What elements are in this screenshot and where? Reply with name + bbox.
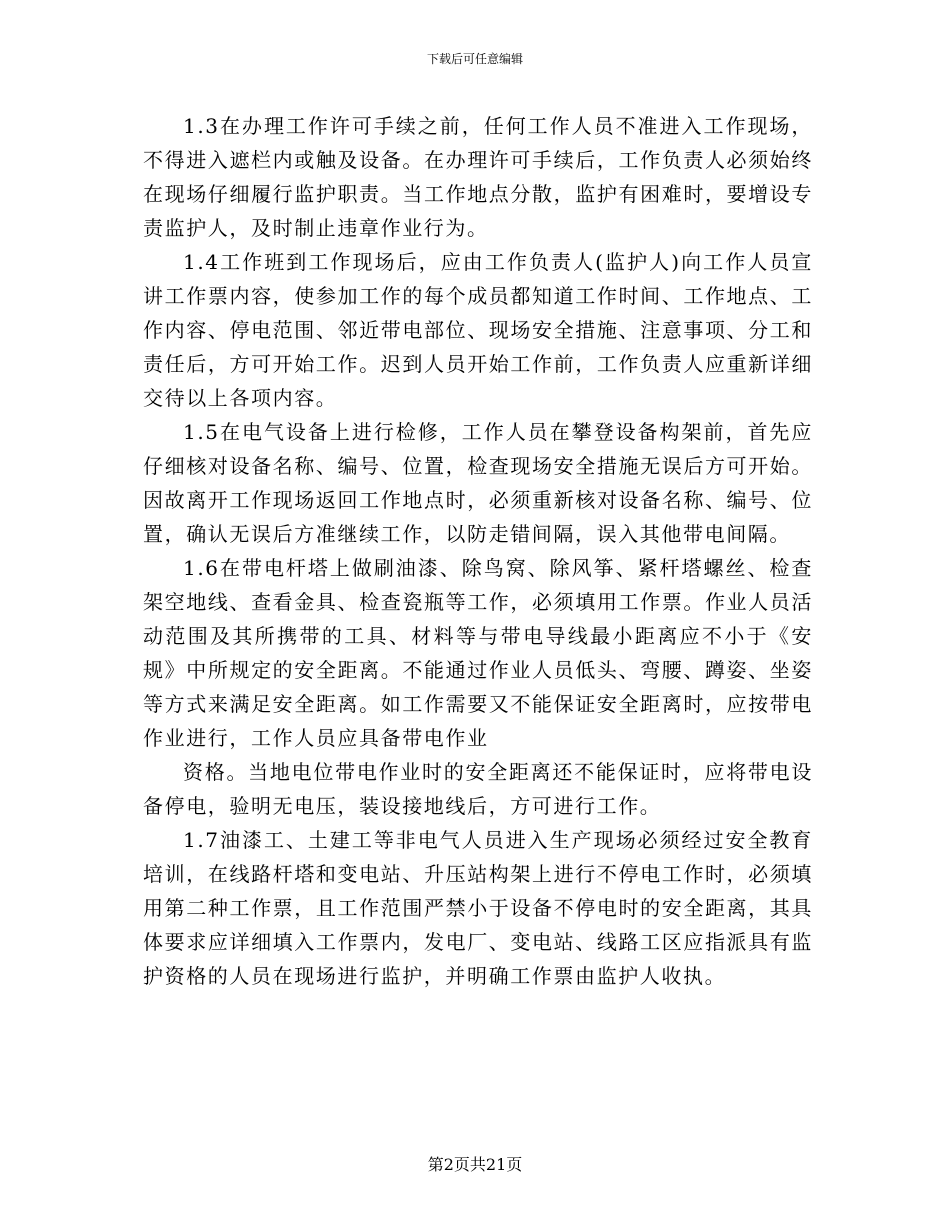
document-body xyxy=(143,109,813,993)
paragraph-1-7: 1.7油漆工、土建工等非电气人员进入生产现场必须经过安全教育培训，在线路杆塔和变电站、升压站构架上进行不停电工作时，必须填用第二种工作票，且工作范围严禁小于设备不停电时的安全距离，其具体要求应详细填入工作票内，发电厂、变电站、线路工区应指派具有监护资格的人员在现场进行监护，并明确工作票由监护人收执。 xyxy=(143,828,813,988)
paragraph-1-3: 1.3在办理工作许可手续之前，任何工作人员不准进入工作现场，不得进入遮栏内或触及设备。在办理许可手续后，工作负责人必须始终在现场仔细履行监护职责。当工作地点分散，监护有困难时，要增设专责监护人，及时制止违章作业行为。 xyxy=(143,114,813,240)
page-number: 第2页共21页 xyxy=(427,1155,523,1174)
paragraph-1-6-continued: 资格。当地电位带电作业时的安全距离还不能保证时，应将带电设备停电，验明无电压，装设接地线后，方可进行工作。 xyxy=(143,760,813,818)
paragraph-1-4: 1.4工作班到工作现场后，应由工作负责人(监护人)向工作人员宣讲工作票内容，使参加工作的每个成员都知道工作时间、工作地点、工作内容、停电范围、邻近带电部位、现场安全措施、注意事项、分工和责任后，方可开始工作。迟到人员开始工作前，工作负责人应重新详细交待以上各项内容。 xyxy=(143,250,813,410)
paragraph-1-6: 1.6在带电杆塔上做刷油漆、除鸟窝、除风筝、紧杆塔螺丝、检查架空地线、查看金具、检查瓷瓶等工作，必须填用工作票。作业人员活动范围及其所携带的工具、材料等与带电导线最小距离应不小于《安规》中所规定的安全距离。不能通过作业人员低头、弯腰、蹲姿、坐姿等方式来满足安全距离。如工作需要又不能保证安全距离时，应按带电作业进行，工作人员应具备带电作业 xyxy=(143,556,813,750)
header-note: 下载后可任意编辑 xyxy=(426,52,523,66)
paragraph-1-5: 1.5在电气设备上进行检修，工作人员在攀登设备构架前，首先应仔细核对设备名称、编号、位置，检查现场安全措施无误后方可开始。因故离开工作现场返回工作地点时，必须重新核对设备名称、编号、位置，确认无误后方准继续工作，以防走错间隔，误入其他带电间隔。 xyxy=(143,420,813,546)
